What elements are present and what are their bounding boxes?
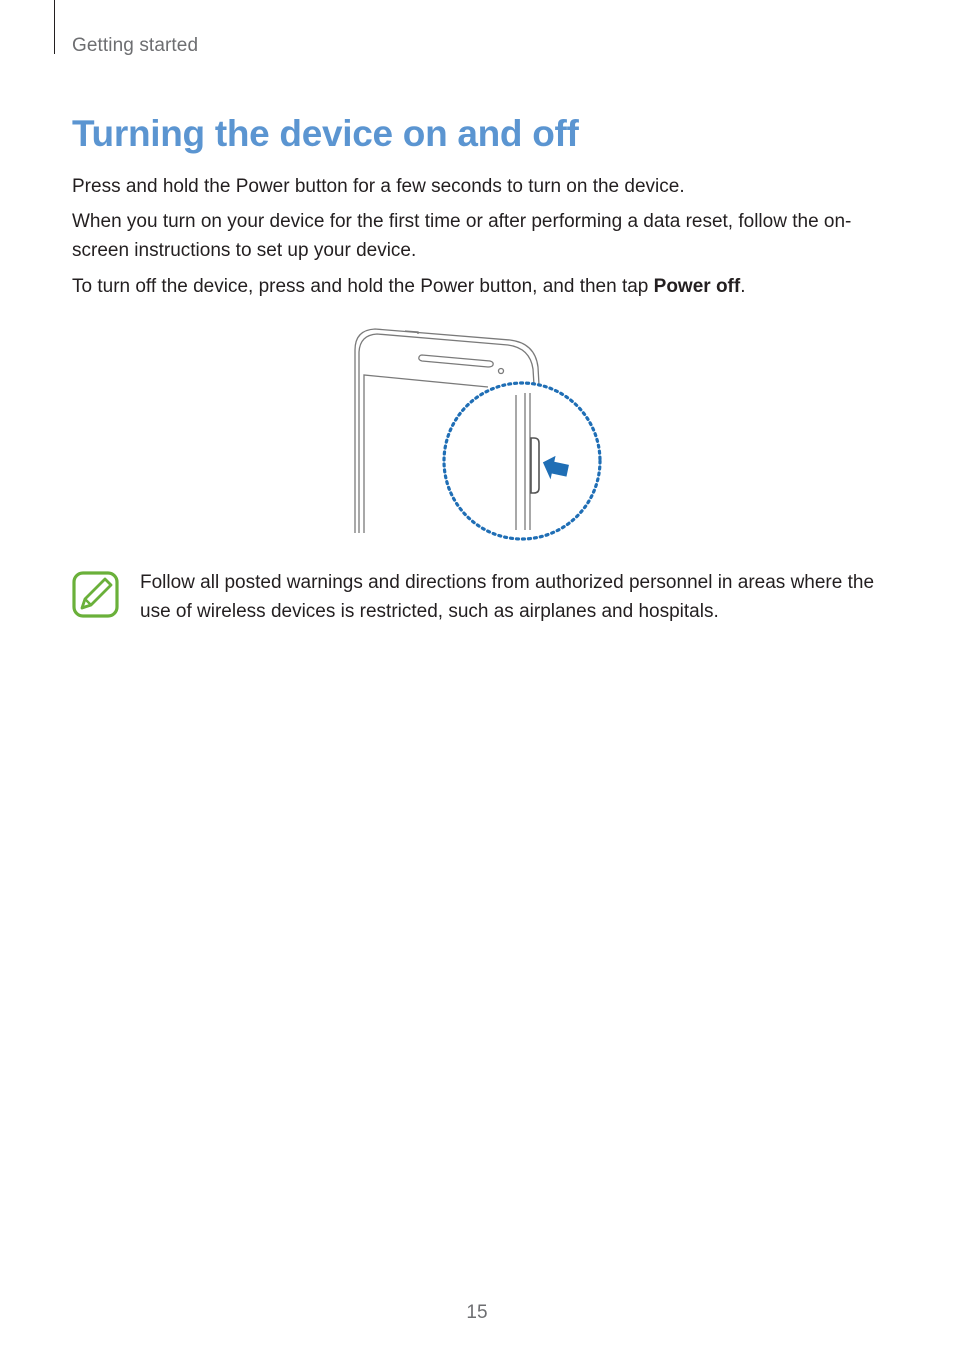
device-outline bbox=[355, 329, 539, 533]
highlight-circle bbox=[444, 383, 600, 539]
paragraph-power-off bbox=[72, 272, 872, 301]
page-title: Turning the device on and off bbox=[72, 113, 579, 154]
press-arrow-icon bbox=[540, 454, 570, 483]
paragraph-first-setup: When you turn on your device for the first time or after performing a data reset, follow the on-screen instructions to set up your device. bbox=[72, 211, 852, 261]
power-off-label: Power off bbox=[653, 276, 741, 297]
paragraph-power-off-end: . bbox=[740, 276, 746, 297]
note-pencil-icon bbox=[72, 571, 119, 618]
device-power-button-illustration bbox=[350, 325, 610, 545]
paragraph-power-on: Press and hold the Power button for a few seconds to turn on the device. bbox=[72, 176, 685, 197]
section-label: Getting started bbox=[72, 35, 199, 56]
page-number: 15 bbox=[466, 1302, 488, 1323]
paragraph-power-off-text: To turn off the device, press and hold the Power button, and then tap bbox=[72, 276, 654, 297]
note-text: Follow all posted warnings and directions from authorized personnel in areas where the use of wireless devices is restricted, such as airplanes and hospitals. bbox=[140, 572, 875, 622]
margin-rule bbox=[54, 0, 55, 54]
